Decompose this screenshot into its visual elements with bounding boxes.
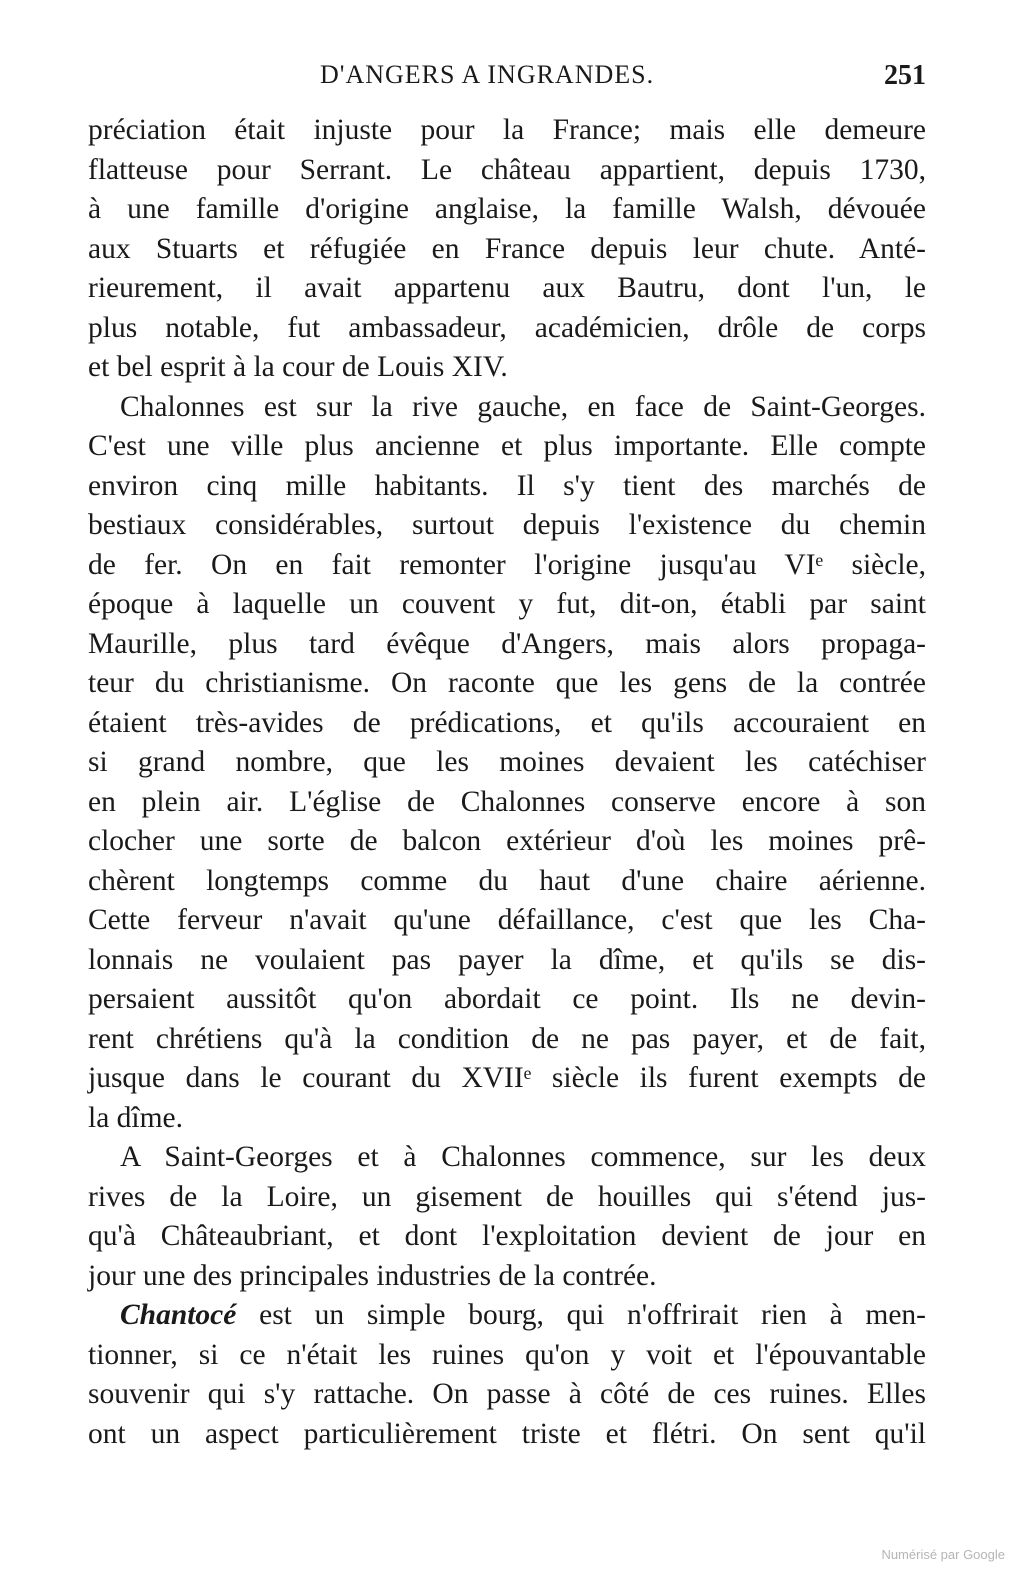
text-line: rieurement, il avait appartenu aux Bautru, dont l'un, le	[88, 272, 926, 304]
text-line: à une famille d'origine anglaise, la famille Walsh, dévouée	[88, 193, 926, 225]
text-line: époque à laquelle un couvent y fut, dit-on, établi par saint	[88, 588, 926, 620]
page-number: 251	[884, 60, 926, 91]
text-line: souvenir qui s'y rattache. On passe à côté de ces ruines. Elles	[88, 1378, 926, 1410]
text-line: tionner, si ce n'était les ruines qu'on y voit et l'épouvantable	[88, 1338, 926, 1371]
text-line: préciation était injuste pour la France; mais elle demeure	[88, 114, 926, 146]
text-line: et bel esprit à la cour de Louis XIV.	[88, 351, 508, 383]
text-line: flatteuse pour Serrant. Le château appartient, depuis 1730,	[88, 153, 926, 186]
text-line: teur du christianisme. On raconte que les gens de la contrée	[88, 667, 926, 699]
text-line: ont un aspect particulièrement triste et flétri. On sent qu'il	[88, 1417, 926, 1450]
text-line: aux Stuarts et réfugiée en France depuis leur chute. Anté-	[88, 232, 926, 265]
text-line: environ cinq mille habitants. Il s'y tient des marchés de	[88, 469, 926, 502]
text-line: rives de la Loire, un gisement de houilles qui s'étend jus-	[88, 1180, 926, 1213]
text-line	[88, 1296, 926, 1336]
body-text	[88, 111, 926, 1454]
text-line: bestiaux considérables, surtout depuis l'existence du chemin	[88, 509, 926, 541]
text-line: étaient très-avides de prédications, et qu'ils accouraient en	[88, 706, 926, 739]
text-line: en plein air. L'église de Chalonnes conserve encore à son	[88, 785, 926, 818]
text-line: A Saint-Georges et à Chalonnes commence, sur les deux	[120, 1141, 926, 1173]
text-line: jour une des principales industries de la contrée.	[88, 1259, 657, 1292]
italic-place-name: Chantocé	[120, 1299, 237, 1331]
text-line-rest: est un simple bourg, qui n'offrirait rien à men-	[259, 1299, 927, 1331]
text-line: la dîme.	[88, 1101, 184, 1134]
text-line: qu'à Châteaubriant, et dont l'exploitation devient de jour en	[88, 1220, 926, 1252]
text-line: si grand nombre, que les moines devaient les catéchiser	[88, 746, 926, 778]
page-header	[88, 60, 926, 100]
text-line: chèrent longtemps comme du haut d'une chaire aérienne.	[88, 864, 926, 897]
text-line: Maurille, plus tard évêque d'Angers, mais alors propaga-	[88, 627, 926, 660]
text-line: clocher une sorte de balcon extérieur d'où les moines prê-	[88, 825, 926, 857]
text-line: lonnais ne voulaient pas payer la dîme, et qu'ils se dis-	[88, 943, 926, 976]
text-line: plus notable, fut ambassadeur, académicien, drôle de corps	[88, 311, 926, 344]
text-line: persaient aussitôt qu'on abordait ce point. Ils ne devin-	[88, 983, 926, 1015]
text-line: Chalonnes est sur la rive gauche, en face de Saint-Georges.	[120, 390, 926, 423]
text-line: jusque dans le courant du XVIIᵉ siècle ils furent exempts de	[88, 1062, 926, 1094]
digitization-watermark: Numérisé par Google	[881, 1547, 1005, 1562]
text-line: de fer. On en fait remonter l'origine jusqu'au VIᵉ siècle,	[88, 548, 926, 581]
text-line: Cette ferveur n'avait qu'une défaillance, c'est que les Cha-	[88, 904, 926, 936]
running-title: D'ANGERS A INGRANDES.	[320, 60, 655, 89]
text-line: C'est une ville plus ancienne et plus importante. Elle compte	[88, 430, 926, 462]
text-line: rent chrétiens qu'à la condition de ne pas payer, et de fait,	[88, 1022, 926, 1055]
